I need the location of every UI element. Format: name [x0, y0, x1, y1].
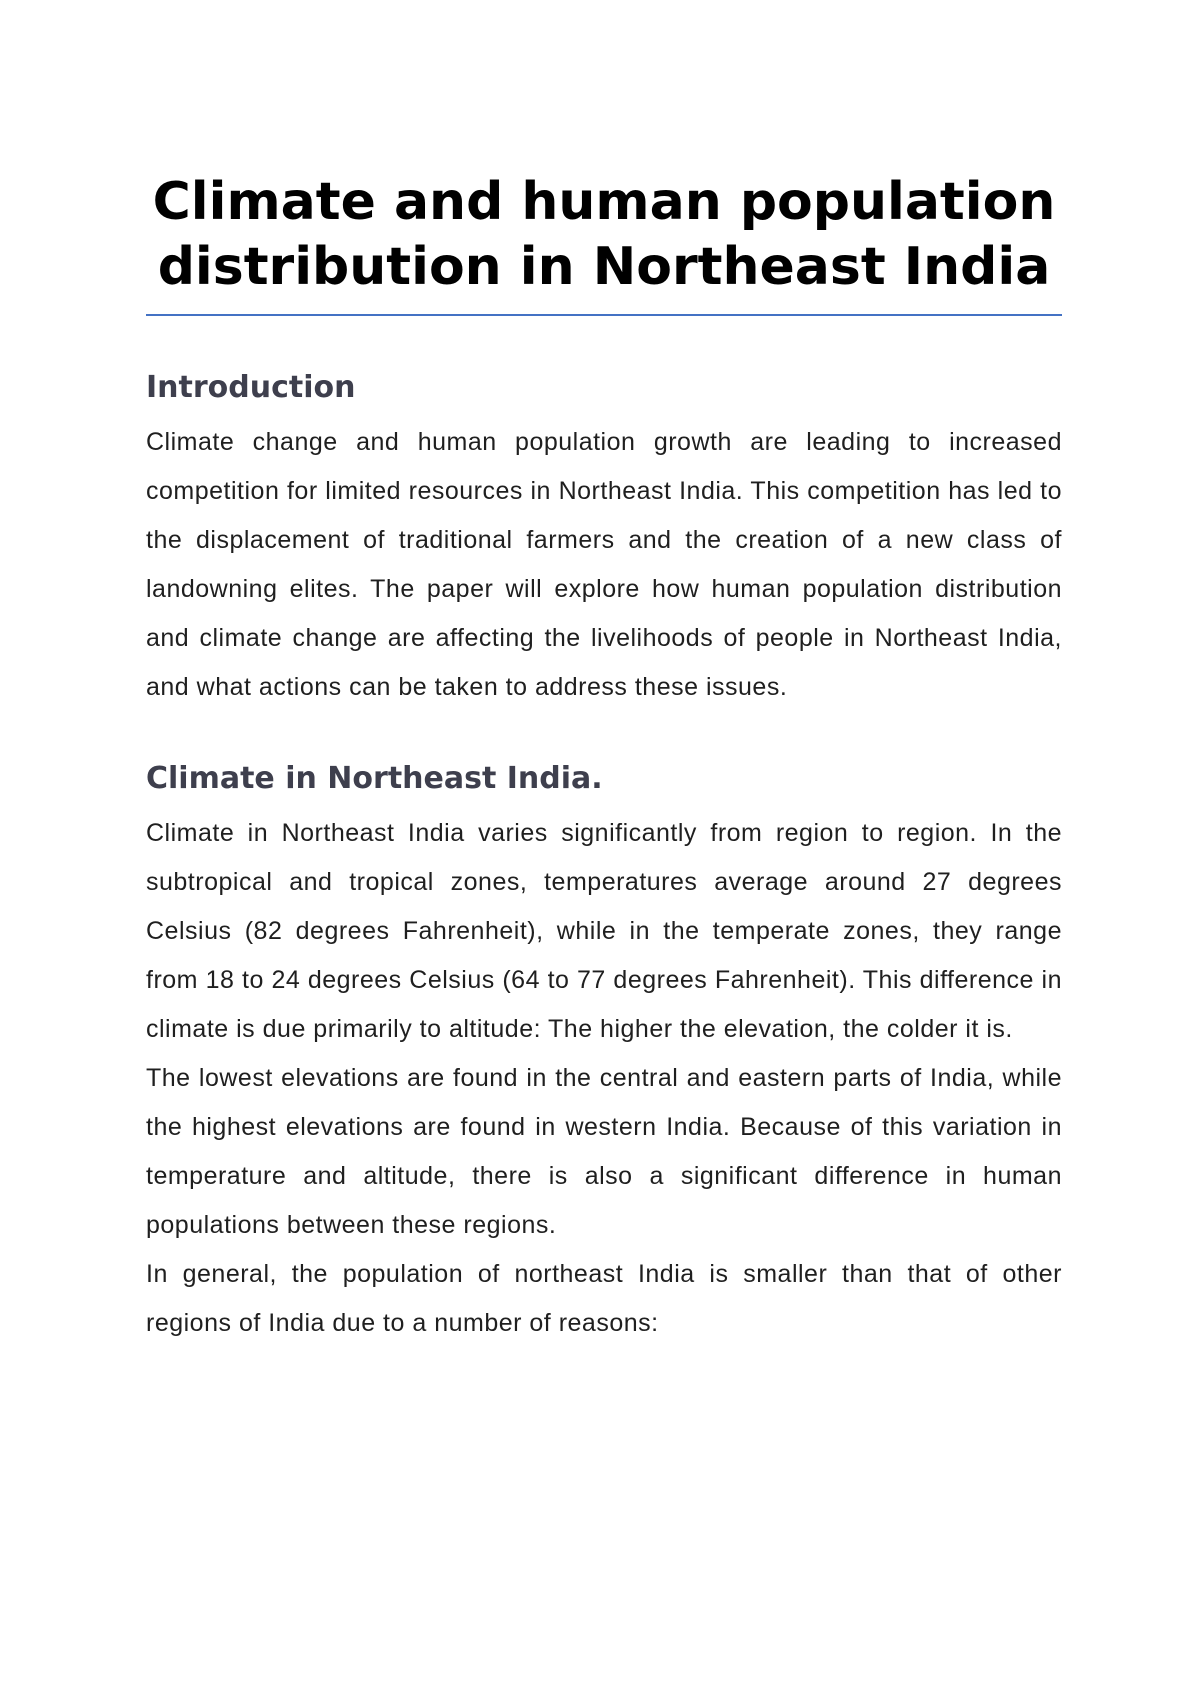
page-title: Climate and human population distribution in Northeast India: [152, 172, 1056, 297]
section-heading-climate: Climate in Northeast India.: [146, 761, 603, 796]
climate-paragraph-3: In general, the population of northeast India is smaller than that of other regions of India due to a number of reasons:: [146, 1260, 1062, 1337]
climate-paragraph-1: Climate in Northeast India varies significantly from region to region. In the subtropical and tropical zones, temperatures average around 27 degrees Celsius (82 degrees Fahrenheit), while in the temperate zones, they range from 18 to 24 degrees Celsius (64 to 77 degrees Fahrenheit). This difference in climate is due primarily to altitude: The higher the elevation, the colder it is.: [146, 819, 1062, 1043]
document-page: [146, 170, 1062, 1348]
title-divider: [146, 314, 1062, 316]
section-heading-introduction: Introduction: [146, 370, 356, 405]
climate-paragraph-2: The lowest elevations are found in the central and eastern parts of India, while the highest elevations are found in western India. Because of this variation in temperature and altitude, there is also a significant difference in human populations between these regions.: [146, 1064, 1062, 1239]
intro-paragraph: Climate change and human population growth are leading to increased competition for limited resources in Northeast India. This competition has led to the displacement of traditional farmers and the creation of a new class of landowning elites. The paper will explore how human population distribution and climate change are affecting the livelihoods of people in Northeast India, and what actions can be taken to address these issues.: [146, 428, 1062, 701]
